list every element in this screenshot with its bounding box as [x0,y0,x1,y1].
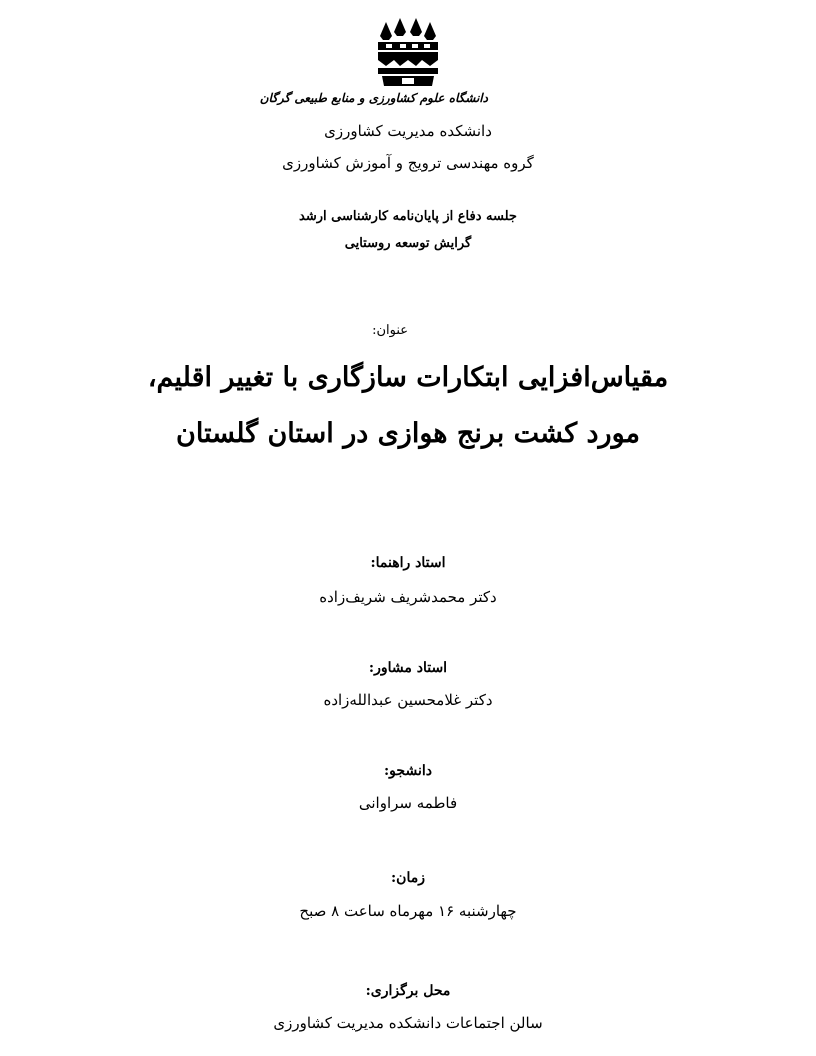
supervisor-name: دکتر محمدشریف شریف‌زاده [319,588,497,606]
venue-value: سالن اجتماعات دانشکده مدیریت کشاورزی [273,1014,543,1032]
thesis-title-line-2: مورد کشت برنج هوازی در استان گلستان [175,418,640,449]
thesis-title-line-1: مقیاس‌افزایی ابتکارات سازگاری با تغییر اقلیم، [147,362,669,393]
venue-label: محل برگزاری: [365,983,451,999]
student-name: فاطمه سراوانی [358,794,458,812]
title-label: عنوان: [372,323,408,338]
advisor-label: استاد مشاور: [368,660,448,676]
faculty-name: دانشکده مدیریت کشاورزی [324,122,492,140]
advisor-name: دکتر غلامحسین عبدالله‌زاده [323,691,493,709]
university-logo-icon [372,16,444,88]
student-label: دانشجو: [384,763,432,779]
session-heading: جلسه دفاع از پایان‌نامه کارشناسی ارشد [299,209,517,224]
department-name: گروه مهندسی ترویج و آموزش کشاورزی [282,154,534,172]
supervisor-label: استاد راهنما: [370,555,446,571]
university-name-calligraphy: دانشگاه علوم کشاورزی و منابع طبیعی گرگان [259,91,488,105]
time-value: چهارشنبه ۱۶ مهرماه ساعت ۸ صبح [299,902,517,920]
time-label: زمان: [391,870,425,886]
session-subheading: گرایش توسعه روستایی [344,236,472,251]
